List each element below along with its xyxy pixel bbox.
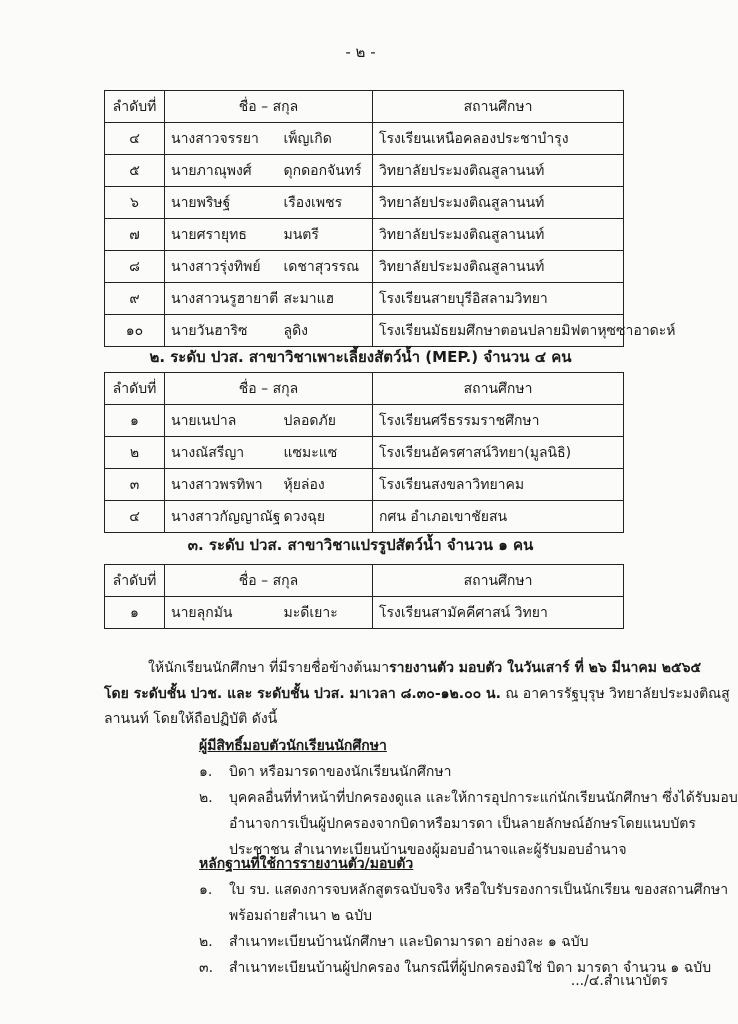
list-text: พร้อมถ่ายสำเนา ๒ ฉบับ — [229, 908, 372, 924]
last-name: เรืองเพชร — [278, 187, 373, 219]
header-name: ชื่อ – สกุล — [165, 565, 373, 597]
last-name: ดวงฉุย — [278, 501, 373, 533]
first-name: นางสาวรุ่งทิพย์ — [165, 251, 278, 283]
row-number: ๔ — [105, 501, 165, 533]
row-number: ๓ — [105, 469, 165, 501]
instruction-time: โดย ระดับชั้น ปวช. และ ระดับชั้น ปวส. มาเวลา ๘.๓๐-๑๒.๐๐ น. — [104, 686, 501, 702]
last-name: เพ็ญเกิด — [278, 123, 373, 155]
school-name: โรงเรียนสามัคคีศาสน์ วิทยา — [373, 597, 624, 629]
school-name: โรงเรียนอัครศาสน์วิทยา(มูลนิธิ) — [373, 437, 624, 469]
last-name: แซมะแซ — [278, 437, 373, 469]
first-name: นางณัสรีญา — [165, 437, 278, 469]
row-number: ๖ — [105, 187, 165, 219]
first-name: นางสาวพรทิพา — [165, 469, 278, 501]
row-number: ๙ — [105, 283, 165, 315]
school-name: โรงเรียนสายบุรีอิสลามวิทยา — [373, 283, 624, 315]
rights-heading: ผู้มีสิทธิ์มอบตัวนักเรียนนักศึกษา — [199, 738, 387, 754]
table-row — [105, 315, 624, 347]
row-number: ๘ — [105, 251, 165, 283]
list-number: ๑. — [199, 882, 213, 898]
row-number: ๗ — [105, 219, 165, 251]
school-name: กศน อำเภอเขาชัยสน — [373, 501, 624, 533]
row-number: ๑๐ — [105, 315, 165, 347]
table-row — [105, 469, 624, 501]
header-no: ลำดับที่ — [105, 565, 165, 597]
school-name: โรงเรียนมัธยมศึกษาตอนปลายมิฟตาหุซซาอาดะห์ — [373, 315, 624, 347]
instruction-place: ณ อาคารรัฐบุรุษ วิทยาลัยประมงติณสู — [500, 686, 730, 702]
first-name: นางสาวกัญญาณัฐ — [165, 501, 278, 533]
first-name: นายเนปาล — [165, 405, 278, 437]
last-name: มะดีเยาะ — [278, 597, 373, 629]
school-name: วิทยาลัยประมงติณสูลานนท์ — [373, 251, 624, 283]
first-name: นายวันฮาริซ — [165, 315, 278, 347]
first-name: นายลุกมัน — [165, 597, 278, 629]
header-no: ลำดับที่ — [105, 373, 165, 405]
section-3-title: ๓. ระดับ ปวส. สาขาวิชาแปรรูปสัตว์น้ำ จำนวน ๑ คน — [187, 536, 534, 554]
table-row — [105, 219, 624, 251]
list-number: ๓. — [199, 960, 214, 976]
page-number: - ๒ - — [345, 43, 376, 61]
last-name: สะมาแฮ — [278, 283, 373, 315]
school-name: วิทยาลัยประมงติณสูลานนท์ — [373, 155, 624, 187]
header-school: สถานศึกษา — [373, 373, 624, 405]
header-name: ชื่อ – สกุล — [165, 91, 373, 123]
student-table-2 — [104, 372, 624, 533]
first-name: นายภาณุพงศ์ — [165, 155, 278, 187]
instruction-text: ให้นักเรียนนักศึกษา ที่มีรายชื่อข้างต้นมา — [148, 660, 390, 676]
first-name: นายพริษฐ์ — [165, 187, 278, 219]
list-text: ใบ รบ. แสดงการจบหลักสูตรฉบับจริง หรือใบรับรองการเป็นนักเรียน ของสถานศึกษา — [229, 882, 729, 898]
instruction-line-3: ลานนท์ โดยให้ถือปฏิบัติ ดังนี้ — [104, 711, 278, 727]
last-name: มนตรี — [278, 219, 373, 251]
list-text: ประชาชน สำเนาทะเบียนบ้านของผู้มอบอำนาจและผู้รับมอบอำนาจ — [229, 842, 627, 858]
section-2-title: ๒. ระดับ ปวส. สาขาวิชาเพาะเลี้ยงสัตว์น้ำ (MEP.) จำนวน ๔ คน — [149, 348, 572, 366]
first-name: นางสาวนรูฮายาตี — [165, 283, 278, 315]
list-number: ๒. — [199, 790, 213, 806]
row-number: ๔ — [105, 123, 165, 155]
last-name: หุ้ยล่อง — [278, 469, 373, 501]
header-no: ลำดับที่ — [105, 91, 165, 123]
school-name: โรงเรียนสงขลาวิทยาคม — [373, 469, 624, 501]
first-name: นางสาวจรรยา — [165, 123, 278, 155]
table-row — [105, 405, 624, 437]
student-table-1 — [104, 90, 676, 347]
row-number: ๒ — [105, 437, 165, 469]
row-number: ๑ — [105, 597, 165, 629]
table-row — [105, 123, 624, 155]
last-name: ปลอดภัย — [278, 405, 373, 437]
school-name: วิทยาลัยประมงติณสูลานนท์ — [373, 219, 624, 251]
list-text: สำเนาทะเบียนบ้านนักศึกษา และบิดามารดา อย่างละ ๑ ฉบับ — [229, 934, 589, 950]
table-row — [105, 437, 624, 469]
list-number: ๑. — [199, 764, 213, 780]
last-name: เดชาสุวรรณ — [278, 251, 373, 283]
school-name: โรงเรียนเหนือคลองประชาบำรุง — [373, 123, 624, 155]
last-name: ลูดิง — [278, 315, 373, 347]
row-number: ๕ — [105, 155, 165, 187]
table-row — [105, 283, 624, 315]
table-row — [105, 251, 624, 283]
last-name: ดุกดอกจันทร์ — [278, 155, 373, 187]
school-name: วิทยาลัยประมงติณสูลานนท์ — [373, 187, 624, 219]
instruction-date: รายงานตัว มอบตัว ในวันเสาร์ ที่ ๒๖ มีนาคม ๒๕๖๕ — [389, 660, 702, 676]
header-name: ชื่อ – สกุล — [165, 373, 373, 405]
list-text: สำเนาทะเบียนบ้านผู้ปกครอง ในกรณีที่ผู้ปกครองมิใช่ บิดา มารดา จำนวน ๑ ฉบับ — [229, 960, 712, 976]
instruction-line-1 — [148, 657, 701, 679]
header-school: สถานศึกษา — [373, 565, 624, 597]
table-row — [105, 187, 624, 219]
first-name: นายศรายุทธ — [165, 219, 278, 251]
list-text: บิดา หรือมารดาของนักเรียนนักศึกษา — [229, 764, 452, 780]
list-text: อำนาจการเป็นผู้ปกครองจากบิดาหรือมารดา เป็นลายลักษณ์อักษรโดยแนบบัตร — [229, 816, 696, 832]
header-school: สถานศึกษา — [373, 91, 624, 123]
evidence-heading: หลักฐานที่ใช้การรายงานตัว/มอบตัว — [199, 856, 414, 872]
list-text: บุคคลอื่นที่ทำหน้าที่ปกครองดูแล และให้การอุปการะแก่นักเรียนนักศึกษา ซึ่งได้รับมอบ — [229, 790, 738, 806]
table-row — [105, 597, 624, 629]
table-row — [105, 501, 624, 533]
school-name: โรงเรียนศรีธรรมราชศึกษา — [373, 405, 624, 437]
list-number: ๒. — [199, 934, 213, 950]
instruction-line-2 — [104, 683, 730, 705]
student-table-3 — [104, 564, 624, 629]
row-number: ๑ — [105, 405, 165, 437]
table-row — [105, 155, 624, 187]
continuation-note: .../๔.สำเนาบัตร — [570, 973, 668, 989]
